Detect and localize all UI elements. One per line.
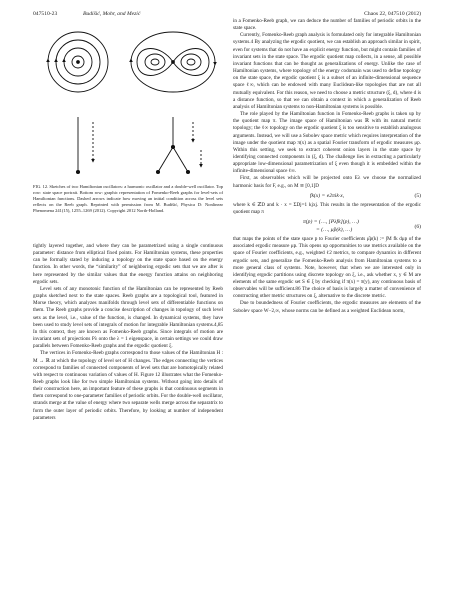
body-paragraph: The vertices in Fomenko-Reeb graphs correspond to those values of the Hamiltonian H : M → ℝ at which the topology of level set of H changes. The edges connecting the vertices correspond to families of connected components of level sets that are homotopically related with respect to continuous variation of values of H. Figure 12 illustrates what the Fomenko-Reeb graphs look like for two simple Hamiltonian systems. Without going into details of their construction here, an important feature of these graphs is that continuous segments in them correspond to one-parameter families of periodic orbits. For the double-well oscillator, strands merge at the value of energy where two separate wells merge across the separatrix to form the outer layer of periodic orbits. Therefore, by looking at number of independent parameters: [33, 350, 223, 421]
left-column: [33, 243, 223, 422]
body-paragraph: where k ∈ ℤD and k · x = ΣDj=1 kjxj. This results in the representation of the ergodic quotient map π: [233, 201, 421, 215]
body-paragraph: tightly layered together, and where they can be parametrized using a single continuous parameter: distance from elliptical fixed points. For Hamiltonian systems, these properties can be formally stated by inducing a topology on the state space based on the energy function. In other words, the “similarity” of neighboring ergodic sets that we are after is here represented by the similar values that the energy function attains on neighboring ergodic sets.: [33, 243, 223, 285]
equation-body: fk(x) = e2πik·x,: [309, 192, 345, 199]
double-well-portrait: [131, 32, 215, 92]
equation-number: (6): [414, 224, 421, 231]
authors: Budišić, Mohr, and Mezić: [83, 11, 141, 17]
body-paragraph: Currently, Fomenko-Reeb graph analysis is formulated only for integrable Hamiltonian systems.4 By analyzing the ergodic quotient, we can establish an approach similar in spirit, even for systems that do not have an explicit energy function, but might contain families of invariant sets in the state space. The ergodic quotient map collects, in a sense, all possible invariant functions that can be thought as generalizations of energy. Unlike the case of Hamiltonian systems, where topology of the energy codomain was used to define topology on the state space, the ergodic quotient ξ is a subset of an infinite-dimensional sequence space ℓ∞, which can be endowed with many Euclidean-like topologies that are not all mutually equivalent. For this reason, we need to choose a metric structure (ξ, d), where d is a distance function, so that we can obtain a context in which a generalization of Reeb analysis of Hamiltonian systems to non-Hamiltonian systems is possible.: [233, 32, 421, 110]
equation-5: [233, 192, 421, 200]
body-paragraph: First, as observables which will be projected onto Eλ we choose the normalized harmonic basis for F, e.g., on M ≅ [0,1]D: [233, 175, 421, 189]
figure-12: [33, 22, 223, 182]
equation-line: = (…, μ̂p(k), …): [316, 227, 353, 234]
equation-number: (5): [414, 192, 421, 199]
body-paragraph: that maps the points of the state space p to Fourier coefficients μ̂p(k) := ∫M fk dμp of the associated ergodic measure μp. This opens up opportunities to use metrics available on the space of Fourier coefficients, e.g., weighted ℓ2 metrics, to compare dynamics in different ergodic sets, and generalize the Fomenko-Reeb analysis from Hamiltonian systems to a more general class of systems. Note, however, that when we are interested only in identifying ergodic partitions using discrete topology on ξ, i.e., ask whether x, y ∈ M are elements of the same ergodic set S ∈ ξ by checking if π(x) = π(y), any continuous basis of observables will be sufficient.86 The choice of basis is largely a matter of convenience of constructing other metric structures on ξ, alternative to the discrete metric.: [233, 236, 421, 300]
equation-line: π(p) = (…, [Pλfk](p), …): [303, 219, 359, 226]
right-column: [233, 18, 421, 315]
body-paragraph: Level sets of any monotonic function of the Hamiltonian can be represented by Reeb graphs sketched next to the state spaces. Reeb graphs are a topological tool, featured in Morse theory, which analyzes manifolds through level sets of differentiable functions on them. The Reeb graphs provide a concise description of changes in topology of such level sets as the level, i.e., value of the function, is changed. In dynamical systems, they have been used to study level sets of integrals of motion for integrable Hamiltonian systems.4,85 In this context, they are known as Fomenko-Reeb graphs. Since integrals of motion are invariant sets of projections Pλ onto the λ = 1 eigenspace, in certain settings we could draw parallels between Fomenko-Reeb graphs and the ergodic quotient ξ.: [33, 285, 223, 350]
journal-citation: Chaos 22, 047510 (2012): [364, 11, 421, 17]
reeb-graph-double-well: [156, 117, 201, 174]
page-id: 047510-23: [33, 11, 58, 17]
body-paragraph: The role played by the Hamiltonian function in Fomenko-Reeb graphs is taken up by the quotient map π. The image space of Hamiltonian was ℝ with its natural metric topology; the ℓ∞ topology on the ergodic quotient ξ is too sensitive to establish analogous arguments. Instead, we will use a Sobolev space metric which requires interpretation of the image under the quotient map π(x) as a spatial Fourier transform of ergodic measures μp. Within this setting, we seek to extract coherent onion layers in the state space by identifying connected components in (ξ, d). The challenge lies in extracting a particularly appropriate low-dimensional parametrization of ξ even though it is embedded within the infinite-dimensional space ℓ∞.: [233, 111, 421, 175]
harmonic-oscillator-portrait: [48, 32, 108, 92]
body-paragraph: in a Fomenko-Reeb graph, we can deduce the number of families of periodic orbits in the state space.: [233, 18, 421, 32]
reeb-graph-harmonic: [76, 117, 93, 174]
figure-caption: FIG. 12. Sketches of two Hamiltonian oscillators: a harmonic oscillator and a double-well oscillator. Top row: state space portrait. Bottom row: graphic representation of Fomenko-Reeb graphs for level-sets of Hamiltonian functions. Dashed arrows indicate how moving an initial condition across the level sets reflects on the Reeb graph. Reprinted with permission from M. Budišić, Physica D: Nonlinear Phenomena 241(15), 1255–1269 (2012). Copyright 2012 North-Holland.: [33, 184, 223, 214]
equation-6: [233, 218, 421, 234]
body-paragraph: Due to boundedness of Fourier coefficients, the ergodic measures are elements of the Sobolev space W−2,∞, whose norms can be defined as a weighted Euclidean norm,: [233, 300, 421, 314]
